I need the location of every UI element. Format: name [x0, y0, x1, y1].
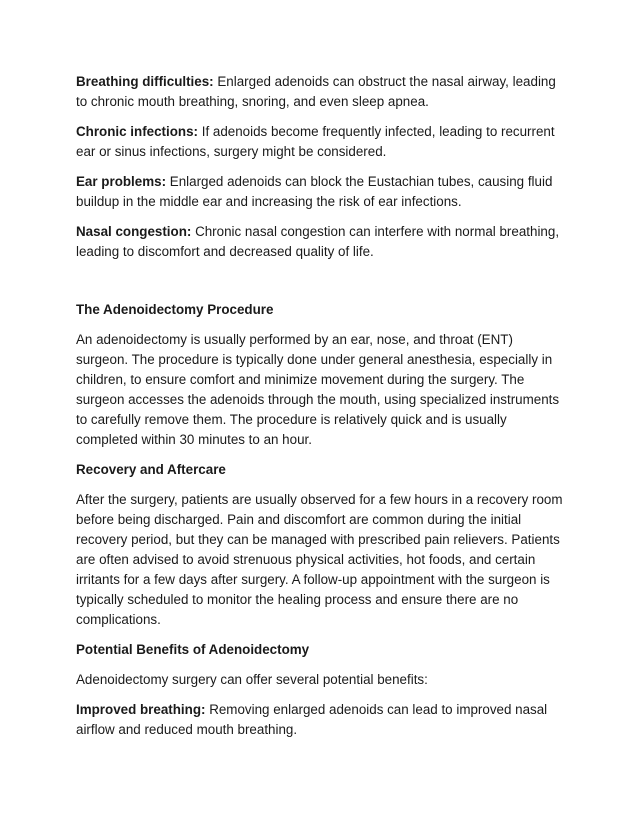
benefits-intro: Adenoidectomy surgery can offer several potential benefits: — [76, 672, 428, 687]
reason-congestion — [76, 222, 566, 262]
recovery-heading: Recovery and Aftercare — [76, 462, 226, 477]
benefit-term: Improved breathing: — [76, 702, 206, 717]
reason-ear — [76, 172, 566, 212]
reason-term: Ear problems: — [76, 174, 167, 189]
reason-term: Nasal congestion: — [76, 224, 192, 239]
benefit-improved-breathing — [76, 700, 566, 740]
reason-text: If adenoids become frequently infected, leading to recurrent ear or sinus infections, surgery might be considered. — [76, 124, 555, 159]
recovery-body: After the surgery, patients are usually observed for a few hours in a recovery room before being discharged. Pain and discomfort are common during the initial recovery period, but they can be managed with prescribed pain relievers. Patients are often advised to avoid strenuous physical activities, hot foods, and certain irritants for a few days after surgery. A follow-up appointment with the surgeon is typically scheduled to monitor the healing process and ensure there are no complications. — [76, 492, 563, 627]
reason-text: Enlarged adenoids can obstruct the nasal airway, leading to chronic mouth breathing, snoring, and even sleep apnea. — [76, 74, 556, 109]
reason-text: Chronic nasal congestion can interfere with normal breathing, leading to discomfort and decreased quality of life. — [76, 224, 560, 259]
benefit-text: Removing enlarged adenoids can lead to improved nasal airflow and reduced mouth breathing. — [76, 702, 548, 737]
benefits-heading: Potential Benefits of Adenoidectomy — [76, 642, 310, 657]
procedure-heading: The Adenoidectomy Procedure — [76, 302, 274, 317]
document-page — [76, 72, 566, 750]
reason-text: Enlarged adenoids can block the Eustachian tubes, causing fluid buildup in the middle ear and increasing the risk of ear infections. — [76, 174, 553, 209]
reason-term: Chronic infections: — [76, 124, 199, 139]
reason-term: Breathing difficulties: — [76, 74, 214, 89]
procedure-body: An adenoidectomy is usually performed by an ear, nose, and throat (ENT) surgeon. The procedure is typically done under general anesthesia, especially in children, to ensure comfort and minimize movement during the surgery. The surgeon accesses the adenoids through the mouth, using specialized instruments to carefully remove them. The procedure is relatively quick and is usually completed within 30 minutes to an hour. — [76, 332, 560, 447]
reason-breathing — [76, 72, 566, 112]
reason-infections — [76, 122, 566, 162]
section-spacer — [76, 272, 566, 300]
